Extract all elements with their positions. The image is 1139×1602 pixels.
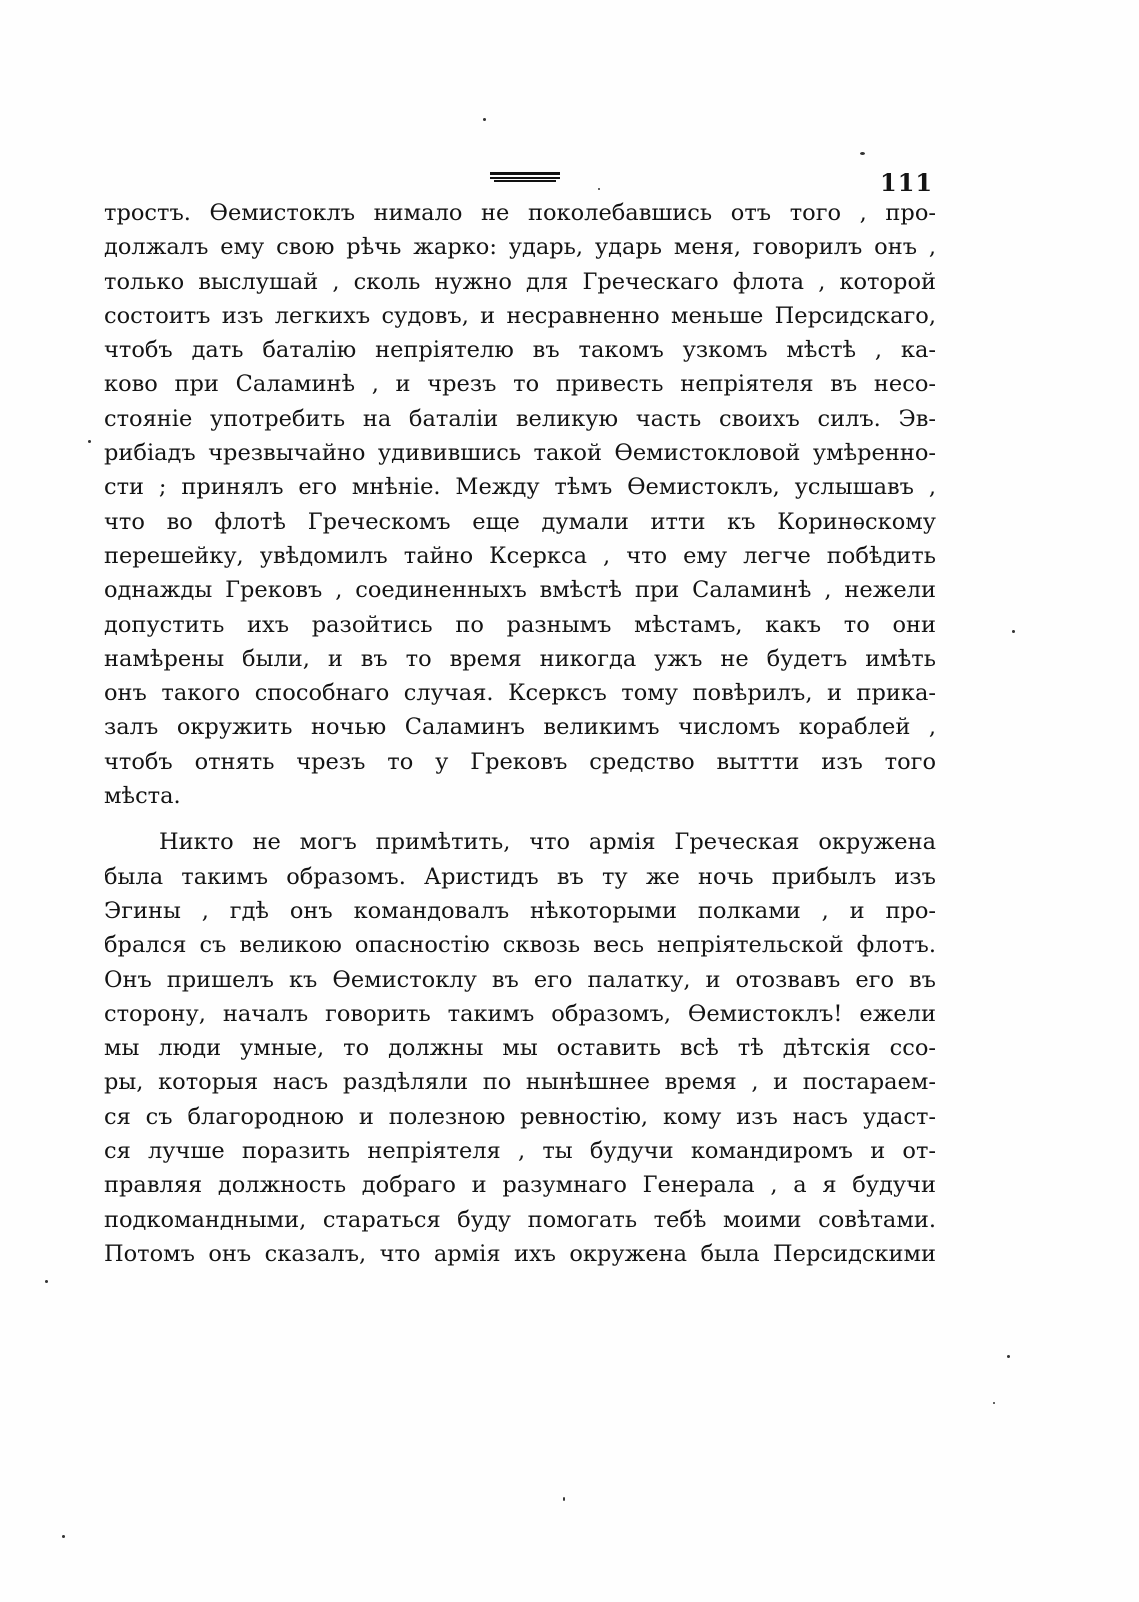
scan-speck	[563, 1497, 565, 1501]
text-line: ры, которыя насъ раздѣляли по нынѣшнее время , и постараем-	[104, 1069, 936, 1096]
text-line: Эгины , гдѣ онъ командовалъ нѣкоторыми полками , и про-	[104, 897, 936, 924]
text-line: допустить ихъ разойтись по разнымъ мѣстамъ, какъ то они	[104, 611, 936, 638]
text-line: состоитъ изъ легкихъ судовъ, и несравненно меньше Персидскаго,	[104, 302, 936, 329]
text-line: сти ; принялъ его мнѣніе. Между тѣмъ Ѳемистоклъ, услышавъ ,	[104, 474, 936, 501]
text-line: ково при Саламинѣ , и чрезъ то привесть непріятеля въ несо-	[104, 371, 936, 398]
text-line: рибіадъ чрезвычайно удивившись такой Ѳемистокловой умѣренно-	[104, 440, 936, 467]
page-number: 111	[880, 168, 934, 197]
text-line: стояніе употребить на баталіи великую часть своихъ силъ. Эв-	[104, 405, 936, 432]
text-line: что во флотѣ Греческомъ еще думали итти къ Коринѳскому	[104, 508, 936, 535]
text-line: правляя должность добраго и разумнаго Генерала , а я будучи	[104, 1172, 936, 1199]
body-text	[104, 196, 936, 1271]
text-line: намѣрены были, и въ то время никогда ужъ не будетъ имѣть	[104, 645, 936, 672]
header-rule-ornament	[490, 172, 560, 182]
scan-speck	[1012, 630, 1015, 633]
text-line: Онъ пришелъ къ Ѳемистоклу въ его палатку, и отозвавъ его въ	[104, 966, 936, 993]
text-line: мы люди умные, то должны мы оставить всѣ тѣ дѣтскія ссо-	[104, 1035, 936, 1062]
scan-speck	[62, 1535, 65, 1538]
text-line: брался съ великою опасностію сквозь весь непріятельской флотъ.	[104, 932, 936, 959]
text-line: сторону, началъ говорить такимъ образомъ, Ѳемистоклъ! ежели	[104, 1000, 936, 1027]
text-line: Никто не могъ примѣтить, что армія Греческая окружена	[159, 829, 936, 856]
scan-speck	[860, 152, 865, 155]
text-line: ся съ благородною и полезною ревностію, кому изъ насъ удаст-	[104, 1103, 936, 1130]
text-line: должалъ ему свою рѣчь жарко: ударь, ударь меня, говорилъ онъ ,	[104, 234, 936, 261]
text-line: онъ такого способнаго случая. Ксерксъ тому повѣрилъ, и прика-	[104, 680, 936, 707]
text-line: была такимъ образомъ. Аристидъ въ ту же ночь прибылъ изъ	[104, 863, 936, 890]
text-line: только выслушай , сколь нужно для Греческаго флота , которой	[104, 268, 936, 295]
scan-speck	[598, 188, 600, 190]
scan-speck	[483, 118, 486, 121]
scan-speck	[993, 1402, 995, 1404]
text-line: перешейку, увѣдомилъ тайно Ксеркса , что ему легче побѣдить	[104, 542, 936, 569]
paragraph-2	[104, 825, 936, 1271]
text-line: залъ окружить ночью Саламинъ великимъ числомъ кораблей ,	[104, 714, 936, 741]
text-line: Потомъ онъ сказалъ, что армія ихъ окружена была Персидскими	[104, 1240, 936, 1267]
text-line: ся лучше поразить непріятеля , ты будучи командиромъ и от-	[104, 1138, 936, 1165]
text-line: тростъ. Ѳемистоклъ нимало не поколебавшись отъ того , про-	[104, 200, 936, 226]
scan-speck	[45, 1280, 48, 1283]
text-line: подкомандными, стараться буду помогать тебѣ моими совѣтами.	[104, 1206, 936, 1233]
text-line: мѣста.	[104, 783, 181, 810]
text-line: чтобъ отнять чрезъ то у Грековъ средство выттти изъ того	[104, 748, 936, 775]
scan-speck	[88, 440, 91, 443]
text-line: однажды Грековъ , соединенныхъ вмѣстѣ при Саламинѣ , нежели	[104, 577, 936, 604]
paragraph-1	[104, 196, 936, 813]
scan-speck	[1007, 1355, 1010, 1358]
text-line: чтобъ дать баталію непріятелю въ такомъ узкомъ мѣстѣ , ка-	[104, 337, 936, 364]
